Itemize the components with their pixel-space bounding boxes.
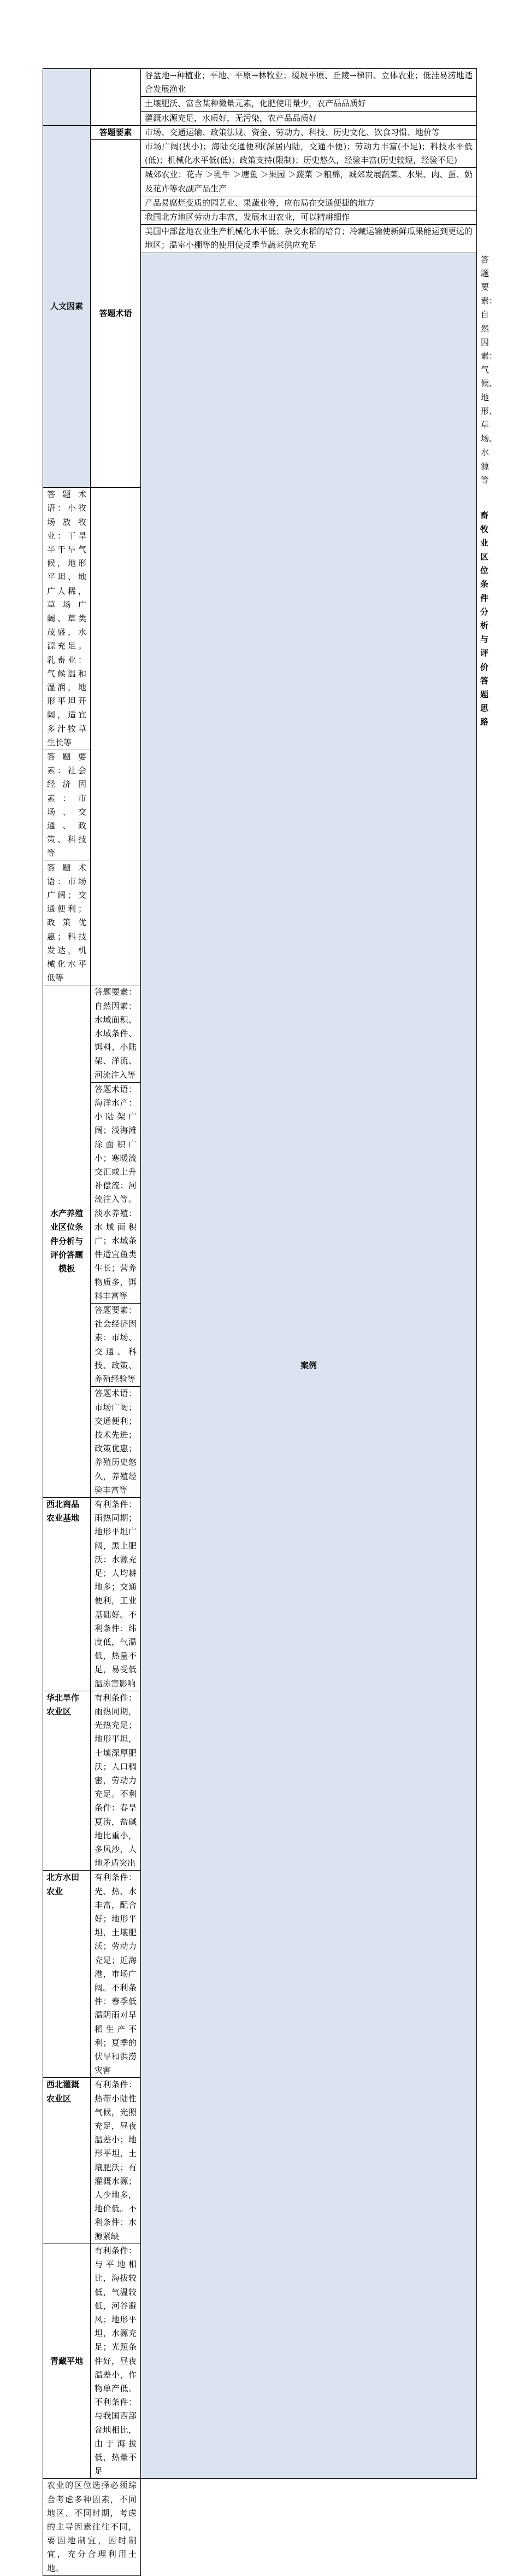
- aquaculture-row: 答题术语：市场广阔；交通便利；技术先进；政策优惠；养殖历史悠久，养殖经验丰富等: [91, 1387, 141, 1498]
- region-text: 有利条件：雨热同期；地形平坦广阔，黑土肥沃；水源充足；人均耕地多；交通便利，工业基础好。不利条件：纬度低，气温低，热量不足，易受低温冻害影响: [91, 1497, 141, 1691]
- table-row: [43, 125, 477, 139]
- table-row: [43, 2479, 477, 2575]
- category-cell-continued: [43, 69, 91, 126]
- table-row: [43, 140, 477, 168]
- region-label: 华北旱作农业区: [43, 1691, 91, 1871]
- aquaculture-label: 水产养殖业区位条件分析与评价答题模板: [43, 985, 91, 1498]
- natural-factor-row: 灌溉水源充足，水质好，无污染，农产品品质好: [141, 111, 477, 125]
- terms-row: 我国北方地区劳动力丰富，发展水田农业，可以精耕细作: [141, 211, 477, 225]
- terms-label: 答题术语: [91, 140, 141, 488]
- aquaculture-row: 答题术语：海洋水产：小陆架广阔；浅海滩涂面积广小；寒暖流交汇或上升补偿流；河流注入等。淡水养殖：水域面积广；水域条件适宜鱼类生长；营养物质多，饵料丰富等: [91, 1082, 141, 1303]
- summary-text: 农业的区位选择必须综合考虑多种因素，不同地区、不同时期，考虑的主导因素往往不同，要因地制宜，因时制宜，充分合理利用土地。: [43, 2479, 141, 2575]
- terms-row: 产品易腐烂变质的园艺业、果蔬业等，应布局在交通便捷的地方: [141, 196, 477, 210]
- agriculture-location-table: [43, 68, 498, 2576]
- natural-factor-row: 谷盆地→种植业；平地、平原→林牧业；缓坡平原、丘陵→梯田、立体农业；低洼易涝地适合发展渔业: [141, 69, 477, 97]
- livestock-row: 答题术语：市场广阔；交通便利；政策优惠；科技发达，机械化水平低等: [43, 861, 91, 985]
- region-text: 有利条件：热带小陆性气候，光照充足，昼夜温差小；地形平坦，土壤肥沃；有灌溉水源；人少地多，地价低。不利条件：水源紧缺: [91, 2078, 141, 2244]
- region-text: 有利条件：雨热同期，光热充足；地形平坦，土壤深厚肥沃；人口稠密，劳动力充足。不利条件：春旱夏涝，盐碱地比重小，多风沙，人地矛盾突出: [91, 1691, 141, 1871]
- table-row: 案例 畜牧业区位条件分析与评价答题思路 答题要素：自然因素：气候、地形、草场、水源等: [43, 253, 477, 487]
- category-humanities: 人文因素: [43, 125, 91, 487]
- category-cases: 案例: [141, 253, 477, 2479]
- region-label: 青藏平地: [43, 2244, 91, 2478]
- aquaculture-row: 答题要素：自然因素：水域面积、水域条件、饵料、小陆架、洋流、河流注入等: [91, 985, 141, 1082]
- aquaculture-row: 答题要素：社会经济因素：市场、交通、科技、政策、养殖经验等: [91, 1304, 141, 1387]
- livestock-row: 答题术语：小牧场放牧业：干旱半干旱气候，地形平坦、地广人稀，草场广阔、草类茂盛，水源充足。乳畜业：气候温和湿润，地形平坦开阔，适宜多汁牧草生长等: [43, 488, 91, 750]
- subcategory-cell-continued: [91, 69, 141, 126]
- region-text: 有利条件：与平地相比，海拔较低，气温较低，河谷避风；地形平坦，水源充足；光照条件好，昼夜温差小，作物单产低。不利条件：与我国西部盆地相比，由于海拔低，热量不足: [91, 2244, 141, 2478]
- region-label: 西北灌溉农业区: [43, 2078, 91, 2244]
- region-label: 西北商品农业基地: [43, 1497, 91, 1691]
- livestock-row: 答题要素：社会经济因素：市场、交通、政策、科技等: [43, 750, 91, 861]
- terms-row: 城郊农业：花卉 ＞乳牛 ＞塘鱼 ＞果园 ＞蔬菜 ＞粮棉，城郊发展蔬菜、水果、肉、蛋、奶及花卉等农副产品生产: [141, 168, 477, 196]
- region-label: 北方水田农业: [43, 1871, 91, 2078]
- terms-row: 市场广阔(狭小)；海陆交通便利(深居内陆，交通不便)；劳动力丰富(不足)；科技水平低(低)；机械化水平低(低)；政策支持(限制)；历史悠久，经验丰富(历史较短，经验不足): [141, 140, 477, 168]
- terms-row: 美国中部盆地农业生产机械化水平低；杂交水稻的培育；冷藏运输使新鲜瓜果能运到更远的地区；温室小棚等的使用使反季节蔬菜供应充足: [141, 225, 477, 253]
- table-row: [43, 69, 477, 97]
- elements-text: 市场、交通运输、政策法规、资金、劳动力、科技、历史文化、饮食习惯、地价等: [141, 125, 477, 139]
- elements-label: 答题要素: [91, 125, 141, 139]
- natural-factor-row: 土壤肥沃、富含某种微量元素，化肥使用量少，农产品品质好: [141, 97, 477, 111]
- region-text: 有利条件：光、热、水丰富，配合好；地形平坦，土壤肥沃；劳动力充足；近海港，市场广阔。不利条件：春季低温阴雨对早稻生产不利；夏季的伏旱和洪涝灾害: [91, 1871, 141, 2078]
